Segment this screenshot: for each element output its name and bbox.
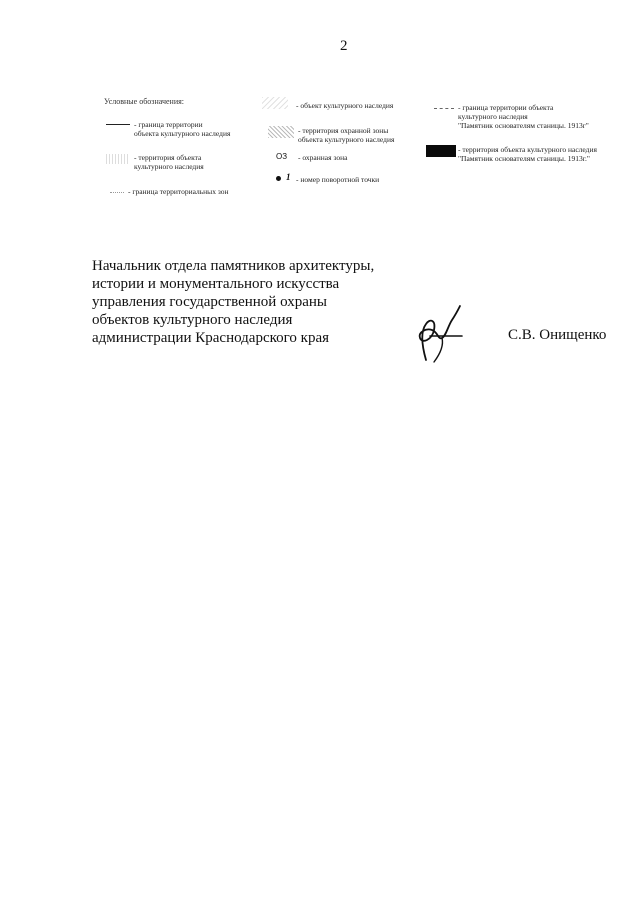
light-hatch-icon [106,154,130,164]
legend-label: - территория объекта культурного наследия [458,145,597,154]
legend-label: - территория объекта [134,153,202,162]
legend-item-turning-point [296,175,379,184]
hatch-icon [268,126,294,138]
legend-label: объекта культурного наследия [134,129,231,138]
legend-item-protection-zone-territory [298,126,394,144]
legend-item-heritage-object [296,101,393,110]
legend-label: - объект культурного наследия [296,101,394,110]
legend-label: - территория охранной зоны [298,126,389,135]
legend-label: - охранная зона [298,153,348,162]
dashed-line-icon [434,108,454,109]
oz-label: ОЗ [276,152,288,161]
turning-point-icon [276,176,281,181]
legend-item-territory [134,153,204,171]
legend-label: "Памятник основателям станицы. 1913г" [458,121,589,130]
legend-item-monument-territory [458,145,597,163]
legend-label: объекта культурного наследия [298,135,395,144]
handwritten-signature [412,302,472,366]
legend-label: культурного наследия [134,162,204,171]
legend-label: - граница территории [134,120,203,129]
legend-label: "Памятник основателям станицы. 1913г." [458,154,590,163]
legend-label: - граница территориальных зон [128,187,229,196]
legend-item-zone-boundary [128,187,229,196]
signer-name: С.В. Онищенко [508,327,607,343]
legend [0,0,640,200]
position-line: Начальник отдела памятников архитектуры, [92,258,375,274]
legend-item-protection-zone [298,153,347,162]
position-line: истории и монументального искусства [92,276,340,292]
signatory-position [92,257,374,347]
legend-label: - номер поворотной точки [296,175,380,184]
dotted-line-icon [110,192,124,193]
black-fill-icon [426,145,456,157]
position-line: управления государственной охраны [92,294,327,310]
turning-point-number: 1 [286,172,291,182]
legend-item-boundary [134,120,230,138]
faint-hatch-icon [262,97,288,109]
solid-line-icon [106,124,130,125]
position-line: администрации Краснодарского края [92,330,330,346]
page-number: 2 [340,38,348,54]
legend-label: культурного наследия [458,112,528,121]
legend-label: - граница территории объекта [458,103,554,112]
position-line: объектов культурного наследия [92,312,293,328]
legend-item-monument-boundary [458,103,589,130]
legend-title: Условные обозначения: [104,97,185,106]
